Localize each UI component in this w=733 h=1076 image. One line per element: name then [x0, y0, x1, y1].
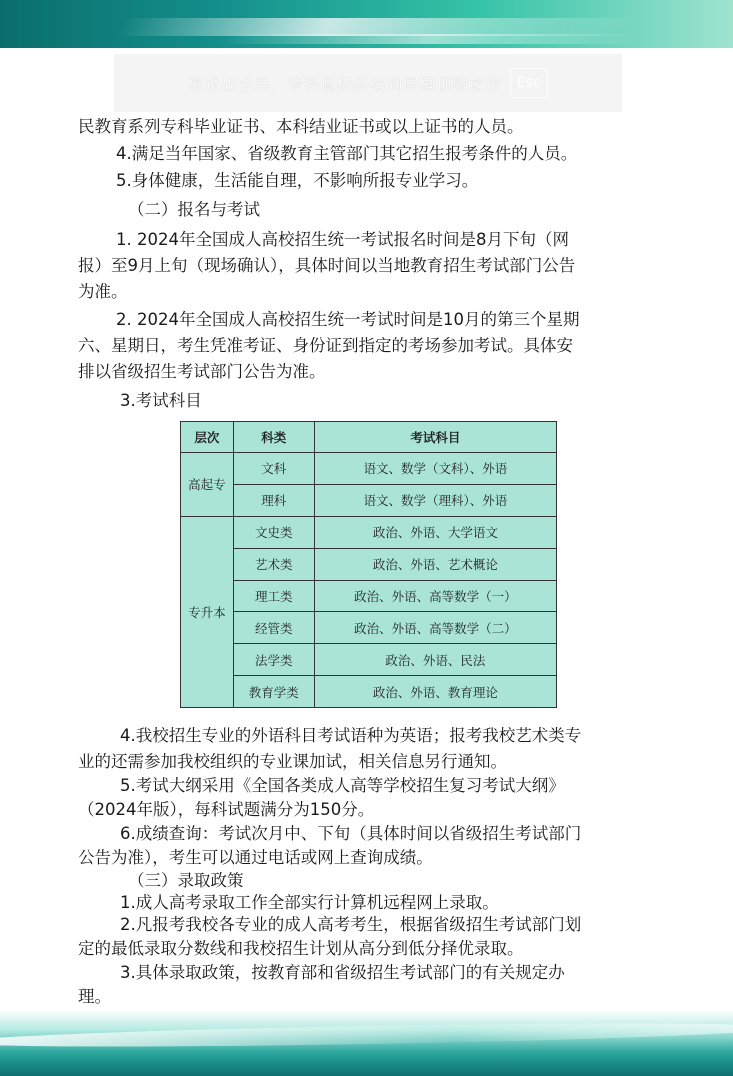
level-cell: 高起专	[181, 453, 234, 517]
subjects-cell: 政治、外语、艺术概论	[314, 548, 556, 580]
table-header-cell: 层次	[181, 422, 234, 453]
category-cell: 经管类	[233, 612, 314, 644]
paragraph: 4.满足当年国家、省级教育主管部门其它招生报考条件的人员。	[116, 144, 578, 163]
subjects-cell: 政治、外语、高等数学（二）	[314, 612, 556, 644]
paragraph: 定的最低录取分数线和我校招生计划从高分到低分择优录取。	[78, 939, 524, 958]
paragraph: 六、星期日，考生凭准考证、身份证到指定的考场参加考试。具体安	[78, 336, 573, 355]
table-header-cell: 科类	[233, 422, 314, 453]
table-row	[181, 580, 557, 612]
paragraph: 1.成人高考录取工作全部实行计算机远程网上录取。	[120, 893, 499, 912]
table-row	[181, 644, 557, 676]
section-heading: （三）录取政策	[128, 871, 244, 890]
table-row	[181, 548, 557, 580]
banner-stripe-2	[218, 34, 643, 44]
subjects-cell: 政治、外语、教育理论	[314, 676, 556, 708]
paragraph: 4.我校招生专业的外语科目考试语种为英语；报考我校艺术类专	[120, 726, 582, 745]
table-row	[181, 676, 557, 708]
paragraph: 5.考试大纲采用《全国各类成人高等学校招生复习考试大纲》	[120, 776, 565, 795]
section-heading: （二）报名与考试	[128, 200, 260, 219]
level-cell: 专升本	[181, 516, 234, 707]
category-cell: 文史类	[233, 516, 314, 548]
table-row	[181, 516, 557, 548]
subjects-cell: 语文、数学（文科）、外语	[314, 453, 556, 485]
category-cell: 教育学类	[233, 676, 314, 708]
exam-subjects-table	[180, 421, 557, 708]
paragraph: 3.考试科目	[120, 391, 202, 410]
paragraph: 理。	[78, 987, 111, 1006]
table-row	[181, 612, 557, 644]
paragraph: 民教育系列专科毕业证书、本科结业证书或以上证书的人员。	[78, 117, 524, 136]
paragraph: 公告为准），考生可以通过电话或网上查询成绩。	[78, 848, 433, 867]
table-row	[181, 453, 557, 485]
table-header-row	[181, 422, 557, 453]
subjects-cell: 政治、外语、大学语文	[314, 516, 556, 548]
category-cell: 文科	[233, 453, 314, 485]
table-row	[181, 484, 557, 516]
subjects-cell: 语文、数学（理科）、外语	[314, 484, 556, 516]
esc-key-hint[interactable]: Esc	[510, 68, 548, 98]
footer-banner	[0, 1010, 733, 1076]
fullscreen-exit-toast	[114, 54, 622, 112]
footer-wave	[0, 1019, 733, 1051]
subjects-cell: 政治、外语、民法	[314, 644, 556, 676]
category-cell: 法学类	[233, 644, 314, 676]
category-cell: 理工类	[233, 580, 314, 612]
category-cell: 艺术类	[233, 548, 314, 580]
paragraph: 报）至9月上旬（现场确认），具体时间以当地教育招生考试部门公告	[78, 256, 576, 275]
paragraph: 6.成绩查询：考试次月中、下旬（具体时间以省级招生考试部门	[120, 824, 582, 843]
paragraph: 1. 2024年全国成人高校招生统一考试报名时间是8月下旬（网	[116, 230, 569, 249]
paragraph: 2.凡报考我校各专业的成人高考考生，根据省级招生考试部门划	[120, 915, 582, 934]
subjects-cell: 政治、外语、高等数学（一）	[314, 580, 556, 612]
paragraph: 2. 2024年全国成人高校招生统一考试时间是10月的第三个星期	[116, 310, 580, 329]
paragraph: 业的还需参加我校组织的专业课加试，相关信息另行通知。	[78, 752, 507, 771]
paragraph: 排以省级招生考试部门公告为准。	[78, 362, 326, 381]
paragraph: 3.具体录取政策，按教育部和省级招生考试部门的有关规定办	[120, 963, 565, 982]
paragraph: 为准。	[78, 282, 128, 301]
table-header-cell: 考试科目	[314, 422, 556, 453]
paragraph: （2024年版），每科试题满分为150分。	[78, 800, 375, 819]
toast-message: 要退出全屏，请将鼠标移动到屏幕顶端或按	[188, 74, 502, 94]
paragraph: 5.身体健康，生活能自理，不影响所报专业学习。	[116, 171, 479, 190]
category-cell: 理科	[233, 484, 314, 516]
